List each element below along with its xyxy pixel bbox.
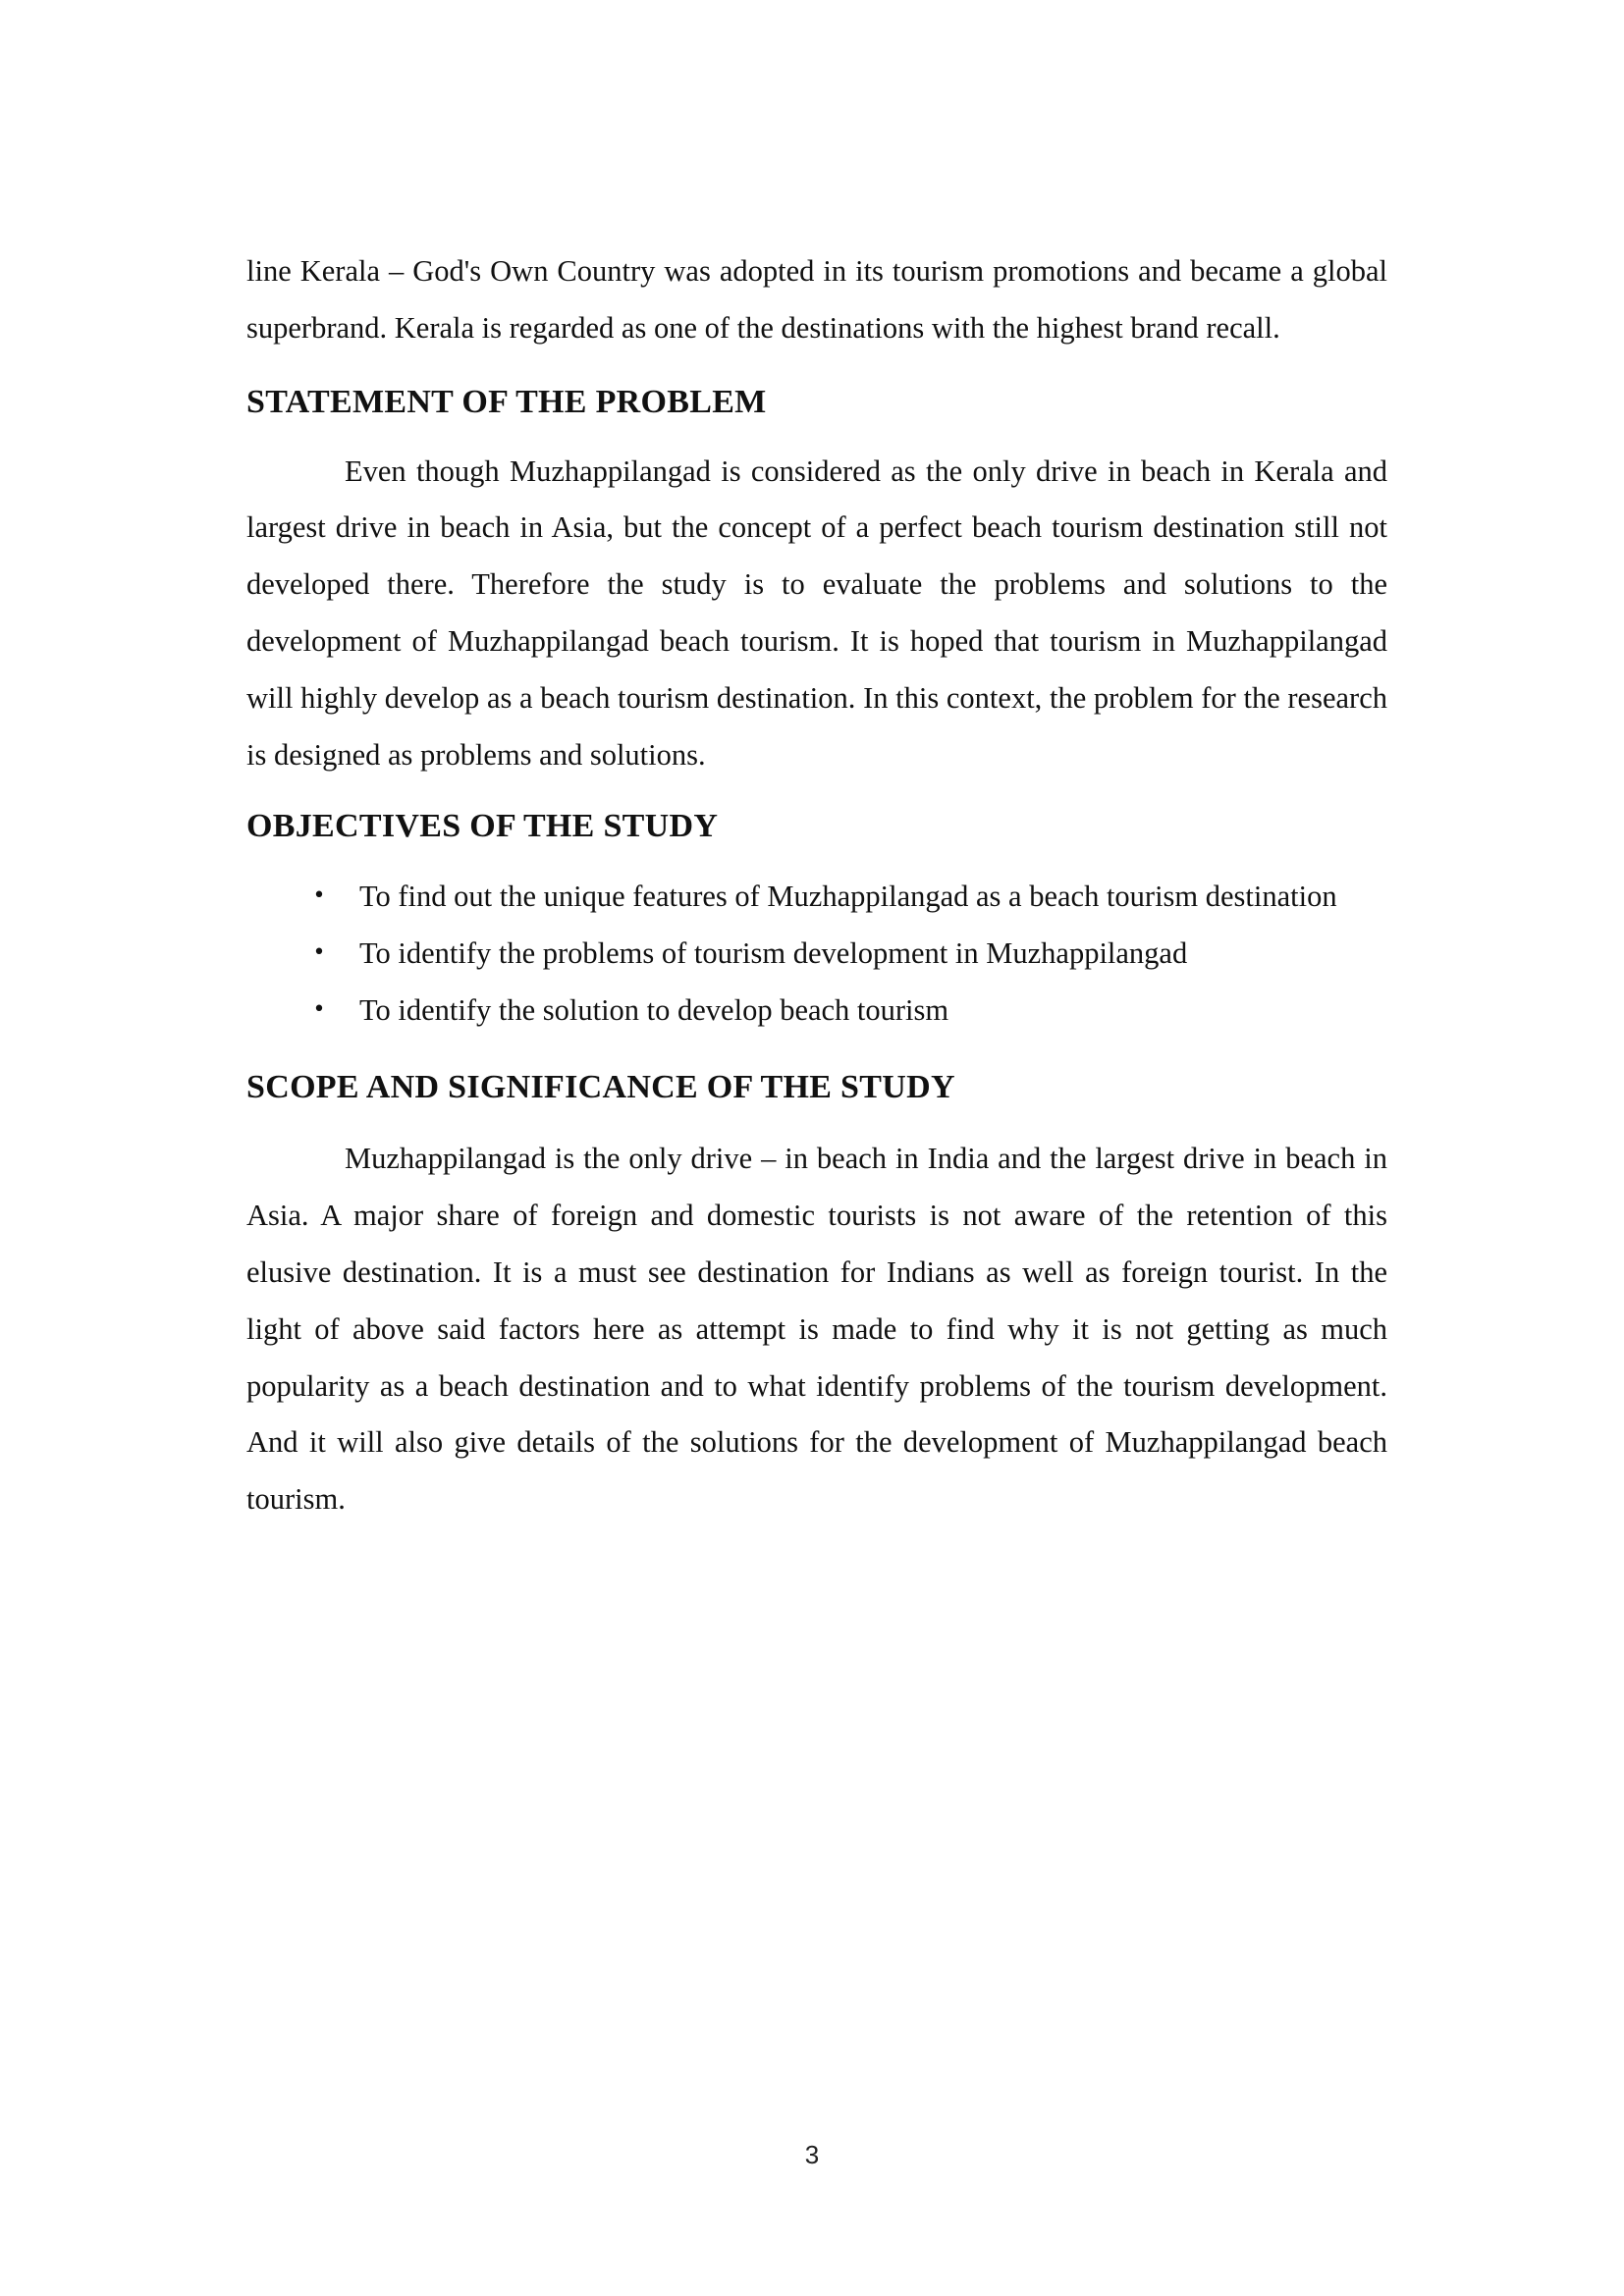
objective-item bbox=[246, 982, 1387, 1039]
objective-text: To find out the unique features of Muzhappilangad as a beach tourism destination bbox=[359, 880, 1337, 914]
objective-item bbox=[246, 868, 1387, 925]
objective-item bbox=[246, 925, 1387, 982]
objective-text: To identify the problems of tourism development in Muzhappilangad bbox=[359, 936, 1188, 971]
page-number: 3 bbox=[804, 2140, 820, 2169]
page-content bbox=[246, 243, 1387, 1528]
section-heading-objectives: OBJECTIVES OF THE STUDY bbox=[246, 808, 719, 845]
objective-text: To identify the solution to develop beach tourism bbox=[359, 993, 949, 1028]
section-heading-scope-and-significance: SCOPE AND SIGNIFICANCE OF THE STUDY bbox=[246, 1069, 955, 1106]
objectives-list bbox=[246, 868, 1387, 1039]
section-paragraph-scope-and-significance: Muzhappilangad is the only drive – in beach in India and the largest drive in beach in Asia. A major share of foreign and domestic tourists is not aware of the retention of this elusive destination. It is a must see destination for Indians as well as foreign tourist. In the light of above said factors here as attempt is made to find why it is not getting as much popularity as a beach destination and to what identify problems of the tourism development. And it will also give details of the solutions for the development of Muzhappilangad beach tourism. bbox=[246, 1142, 1387, 1517]
bullet-icon: • bbox=[312, 997, 326, 1023]
section-paragraph-statement-of-problem: Even though Muzhappilangad is considered as the only drive in beach in Kerala and largest drive in beach in Asia, but the concept of a perfect beach tourism destination still not developed there. Therefore the study is to evaluate the problems and solutions to the development of Muzhappilangad beach tourism. It is hoped that tourism in Muzhappilangad will highly develop as a beach tourism destination. In this context, the problem for the research is designed as problems and solutions. bbox=[246, 454, 1387, 772]
bullet-icon: • bbox=[312, 883, 326, 909]
intro-paragraph: line Kerala – God's Own Country was adopted in its tourism promotions and became a global superbrand. Kerala is regarded as one of the destinations with the highest brand recall. bbox=[246, 254, 1387, 345]
section-heading-statement-of-problem: STATEMENT OF THE PROBLEM bbox=[246, 383, 767, 420]
bullet-icon: • bbox=[312, 940, 326, 966]
